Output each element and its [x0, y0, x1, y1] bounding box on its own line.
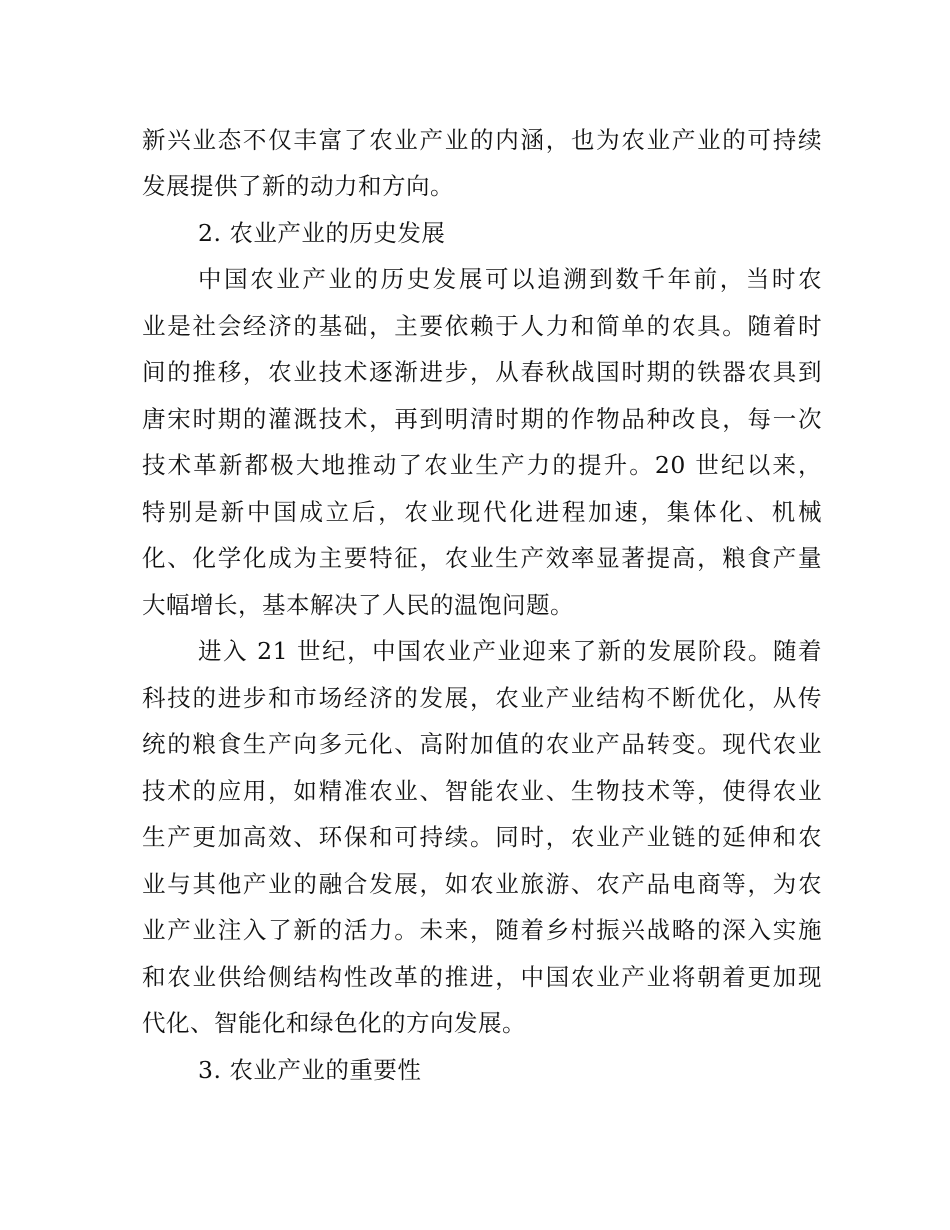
body-text-line: 业与其他产业的融合发展，如农业旅游、农产品电商等，为农: [142, 870, 822, 898]
body-text-line: 生产更加高效、环保和可持续。同时，农业产业链的延伸和农: [142, 823, 822, 851]
section-heading: 2. 农业产业的历史发展: [198, 219, 446, 247]
body-text-line: 代化、智能化和绿色化的方向发展。: [142, 1009, 526, 1037]
body-text-line: 间的推移，农业技术逐渐进步，从春秋战国时期的铁器农具到: [142, 358, 822, 386]
body-text-line: 和农业供给侧结构性改革的推进，中国农业产业将朝着更加现: [142, 963, 822, 991]
body-text-line: 化、化学化成为主要特征，农业生产效率显著提高，粮食产量: [142, 544, 822, 572]
body-text-line: 进入 21 世纪，中国农业产业迎来了新的发展阶段。随着: [198, 637, 822, 665]
body-text-line: 科技的进步和市场经济的发展，农业产业结构不断优化，从传: [142, 684, 822, 712]
body-text-line: 技术革新都极大地推动了农业生产力的提升。20 世纪以来，: [142, 451, 822, 479]
body-text-line: 技术的应用，如精准农业、智能农业、生物技术等，使得农业: [142, 777, 822, 805]
body-text-line: 新兴业态不仅丰富了农业产业的内涵，也为农业产业的可持续: [142, 126, 822, 154]
body-text-line: 中国农业产业的历史发展可以追溯到数千年前，当时农: [198, 265, 822, 293]
body-text-line: 特别是新中国成立后，农业现代化进程加速，集体化、机械: [142, 498, 822, 526]
section-heading: 3. 农业产业的重要性: [198, 1056, 422, 1084]
body-text-line: 唐宋时期的灌溉技术，再到明清时期的作物品种改良，每一次: [142, 405, 822, 433]
body-text-line: 业是社会经济的基础，主要依赖于人力和简单的农具。随着时: [142, 312, 822, 340]
body-text-line: 业产业注入了新的活力。未来，随着乡村振兴战略的深入实施: [142, 916, 822, 944]
body-text-line: 发展提供了新的动力和方向。: [142, 172, 454, 200]
body-text-line: 大幅增长，基本解决了人民的温饱问题。: [142, 591, 574, 619]
body-text-line: 统的粮食生产向多元化、高附加值的农业产品转变。现代农业: [142, 730, 822, 758]
